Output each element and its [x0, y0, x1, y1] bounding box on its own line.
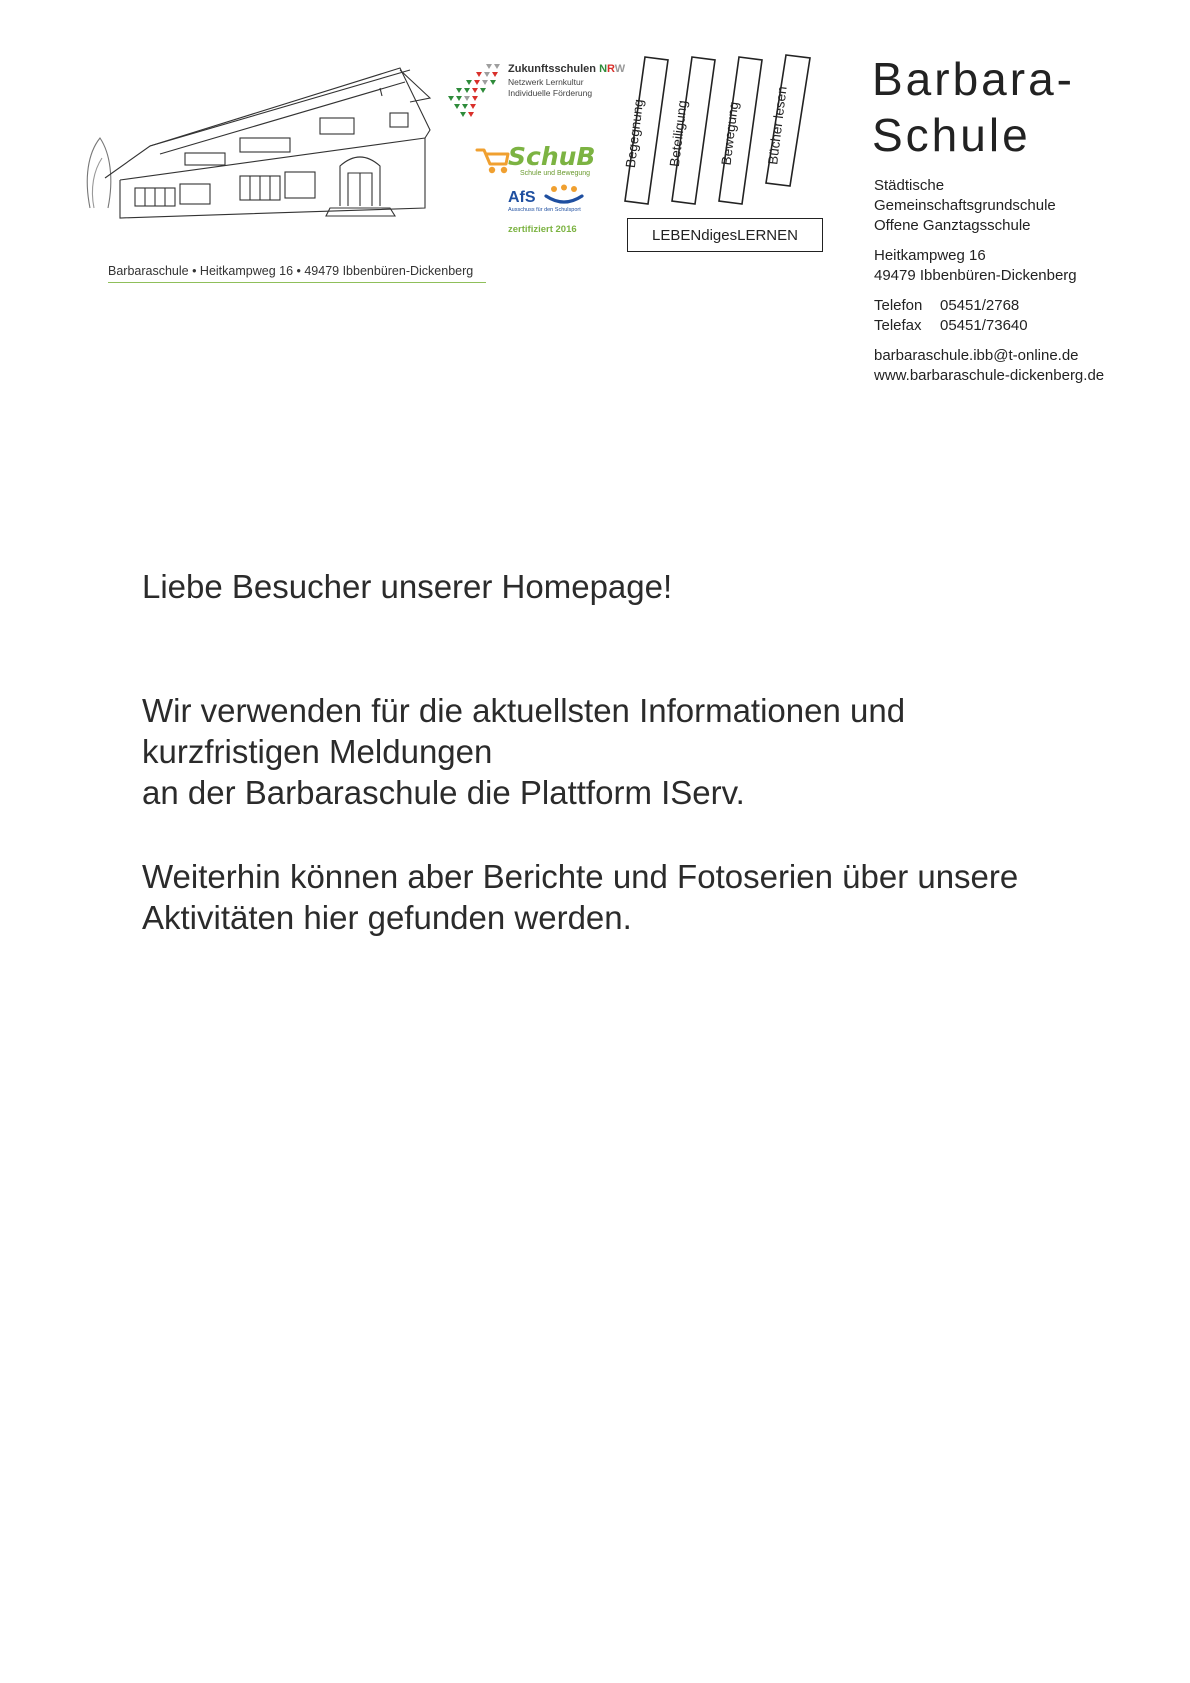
- certification-label: zertifiziert 2016: [508, 224, 577, 235]
- address-street: Heitkampweg 16: [874, 247, 986, 264]
- paragraph-1-line-1: Wir verwenden für die aktuellsten Informationen und: [142, 692, 906, 729]
- school-type-2: Gemeinschaftsgrundschule: [874, 197, 1056, 214]
- school-name-line-1: Barbara-: [872, 53, 1075, 105]
- schub-subtitle: Schule und Bewegung: [520, 170, 591, 177]
- email-link[interactable]: barbaraschule.ibb@t-online.de: [874, 347, 1079, 364]
- book-label-begegnung: Begegnung: [622, 98, 647, 169]
- book-label-buecher-lesen: Bücher lesen: [765, 85, 790, 166]
- divider: [108, 282, 486, 283]
- school-type-3: Offene Ganztagsschule: [874, 217, 1031, 234]
- school-type-1: Städtische: [874, 177, 945, 194]
- phone-number: 05451/2768: [940, 297, 1020, 314]
- paragraph-2-line-2: Aktivitäten hier gefunden werden.: [142, 899, 632, 936]
- school-name-line-2: Schule: [872, 109, 1031, 161]
- afs-figures-icon: [544, 184, 584, 206]
- motto-box: LEBENdigesLERNEN: [627, 218, 823, 252]
- footer-address: Barbaraschule • Heitkampweg 16 • 49479 Ibbenbüren-Dickenberg: [108, 264, 474, 278]
- paragraph-2-line-1: Weiterhin können aber Berichte und Fotoserien über unsere: [142, 858, 1019, 895]
- schub-logo: SchuB: [508, 142, 596, 171]
- zukunftsschulen-subtitle-2: Individuelle Förderung: [508, 88, 593, 98]
- address-city: 49479 Ibbenbüren-Dickenberg: [874, 267, 1077, 284]
- zukunftsschulen-title: Zukunftsschulen NRW: [508, 63, 626, 75]
- paragraph-1-line-3: an der Barbaraschule die Plattform IServ.: [142, 774, 745, 811]
- school-building-sketch: [80, 58, 460, 228]
- zukunftsschulen-triangles-icon: [446, 62, 504, 122]
- wheelbarrow-icon: [474, 140, 510, 176]
- greeting-heading: Liebe Besucher unserer Homepage!: [142, 568, 673, 605]
- book-label-beteiligung: Beteiligung: [666, 99, 690, 168]
- afs-subtitle: Ausschuss für den Schulsport: [508, 207, 581, 213]
- book-label-bewegung: Bewegung: [718, 100, 742, 167]
- zukunftsschulen-subtitle-1: Netzwerk Lernkultur: [508, 77, 584, 87]
- afs-logo: AfS: [508, 189, 536, 206]
- website-link[interactable]: www.barbaraschule-dickenberg.de: [874, 367, 1105, 384]
- fax-number: 05451/73640: [940, 317, 1028, 334]
- phone-label: Telefon: [874, 297, 923, 314]
- fax-label: Telefax: [874, 317, 922, 334]
- paragraph-1-line-2: kurzfristigen Meldungen: [142, 733, 493, 770]
